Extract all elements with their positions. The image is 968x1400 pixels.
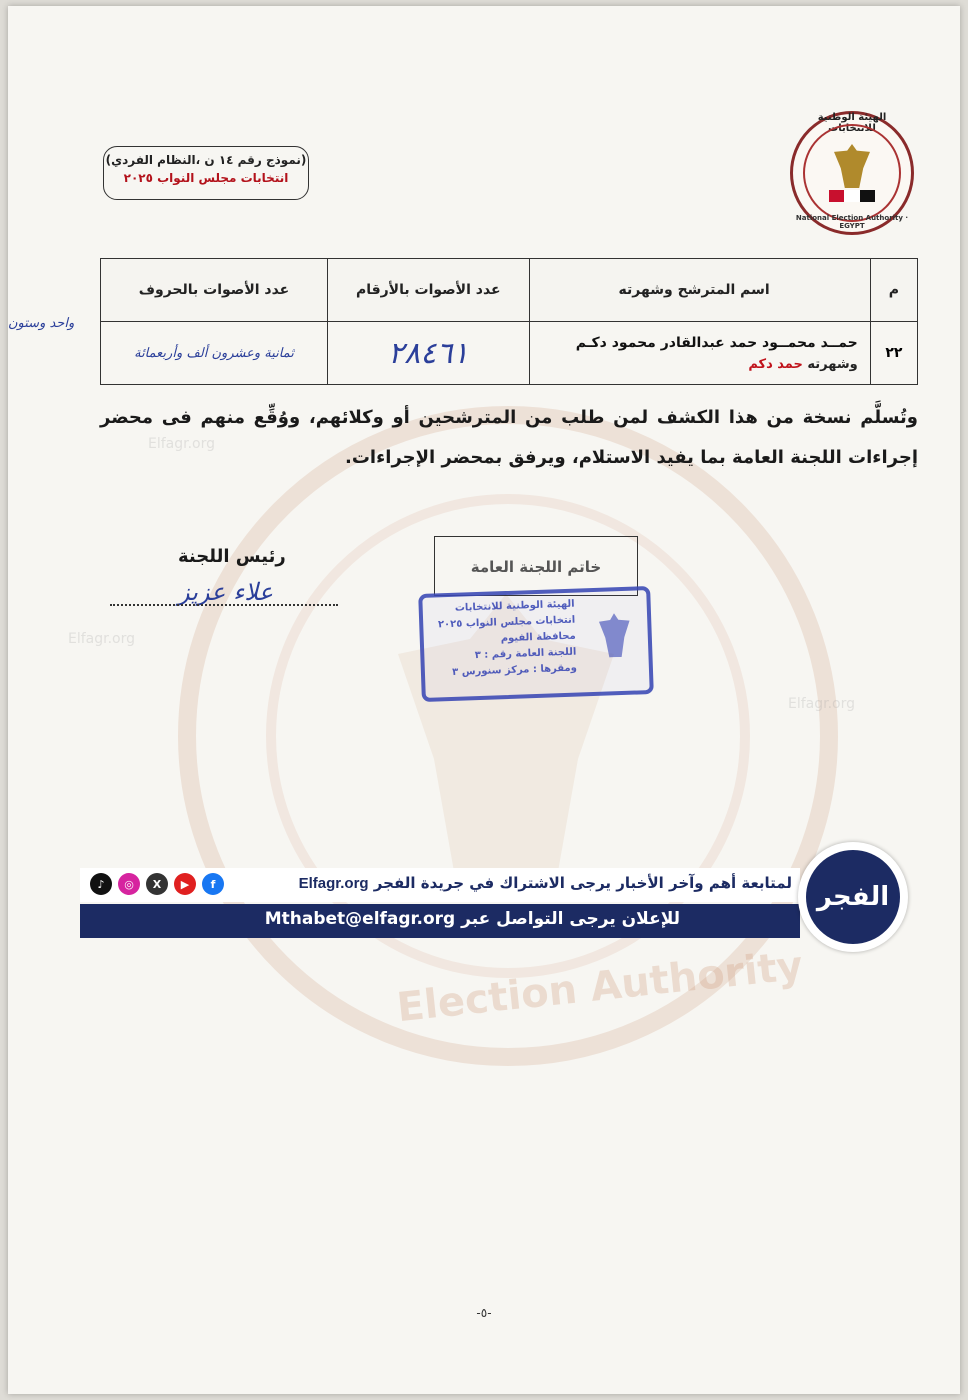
candidate-fame <box>531 357 858 372</box>
committee-stamp <box>418 586 654 702</box>
instagram-icon[interactable]: ◎ <box>118 873 140 895</box>
stamp-line: محافظة الفيوم <box>500 630 576 645</box>
header-candidate-name: اسم المترشح وشهرته <box>529 259 870 322</box>
youtube-icon[interactable]: ▶ <box>174 873 196 895</box>
votes-words: ثمانية وعشرون ألف وأربعمائة <box>134 346 294 361</box>
fame-name: حمد دكم <box>748 356 803 372</box>
subscribe-banner <box>80 868 800 902</box>
committee-chair-label: رئيس اللجنة <box>178 546 286 567</box>
stamp-line: ومقرها : مركز سنورس ٣ <box>451 662 578 678</box>
stamp-line: الهيئة الوطنية للانتخابات <box>454 598 575 614</box>
advertise-banner <box>80 904 800 938</box>
votes-digits: ٢٨٤٦١ <box>387 335 469 371</box>
watermark-site: Elfagr.org <box>148 436 216 452</box>
header-num: م <box>870 259 917 322</box>
stamp-line: انتخابات مجلس النواب ٢٠٢٥ <box>437 614 576 631</box>
form-label-box <box>103 146 309 200</box>
x-icon[interactable]: X <box>146 873 168 895</box>
header-votes-digits: عدد الأصوات بالأرقام <box>327 259 529 322</box>
results-table <box>100 258 918 385</box>
watermark-site: Elfagr.org <box>68 631 136 647</box>
row-num: ٢٢ <box>870 322 917 385</box>
table-header-row <box>101 259 918 322</box>
candidate-cell <box>529 322 870 385</box>
elfagr-logo[interactable] <box>798 842 908 952</box>
social-icons <box>90 873 224 895</box>
tiktok-icon[interactable]: ♪ <box>90 873 112 895</box>
stamp-line: اللجنة العامة رقم : ٣ <box>474 646 577 662</box>
form-number: (نموذج رقم ١٤ ن ،النظام الفردي) <box>105 153 307 167</box>
stamp-eagle-icon <box>597 613 633 658</box>
site-link[interactable]: Elfagr.org <box>298 875 369 892</box>
fame-prefix: وشهرته <box>802 356 858 372</box>
delivery-note-paragraph: وتُسلَّم نسخة من هذا الكشف لمن طلب من المترشحين أو وكلائهم، ووُقِّع منهم فى محضر إجراءات اللجنة العامة بما يفيد الاستلام، ويرفق بمحضر الإجراءات. <box>100 407 918 468</box>
chair-signature: علاء عزيز <box>178 578 274 606</box>
eagle-icon <box>832 144 872 188</box>
page-number: -٥- <box>476 1306 492 1320</box>
candidate-name: حمــد محمــود حمد عبدالقادر محمود دكـم <box>575 334 858 351</box>
election-title: انتخابات مجلس النواب ٢٠٢٥ <box>123 171 289 185</box>
logo-english-text: National Election Authority · EGYPT <box>795 214 909 230</box>
signature-dotted-line <box>110 604 338 606</box>
stamp-box-label: خاتم اللجنة العامة <box>470 558 602 576</box>
election-authority-logo <box>790 111 914 235</box>
document-page <box>8 6 960 1394</box>
eagle-emblem-icon <box>821 140 883 206</box>
subscribe-text <box>299 874 792 892</box>
watermark-seal <box>178 406 838 1066</box>
flag-icon <box>829 190 875 202</box>
advertise-text[interactable]: للإعلان يرجى التواصل عبر Mthabet@elfagr.org <box>264 909 680 929</box>
watermark-text: Election Authority <box>394 942 806 1032</box>
subscribe-message: لمتابعة أهم وآخر الأخبار يرجى الاشتراك في جريدة الفجر <box>368 874 792 892</box>
logo-arabic-text: الهيئة الوطنية للانتخابات <box>817 112 887 134</box>
votes-words-cell <box>101 322 328 385</box>
elfagr-logo-text: الفجر <box>806 850 900 944</box>
header-votes-words: عدد الأصوات بالحروف <box>101 259 328 322</box>
table-row <box>101 322 918 385</box>
votes-digits-cell <box>327 322 529 385</box>
watermark-site: Elfagr.org <box>788 696 856 712</box>
votes-words-overflow: واحد وستون <box>8 316 75 331</box>
facebook-icon[interactable]: f <box>202 873 224 895</box>
